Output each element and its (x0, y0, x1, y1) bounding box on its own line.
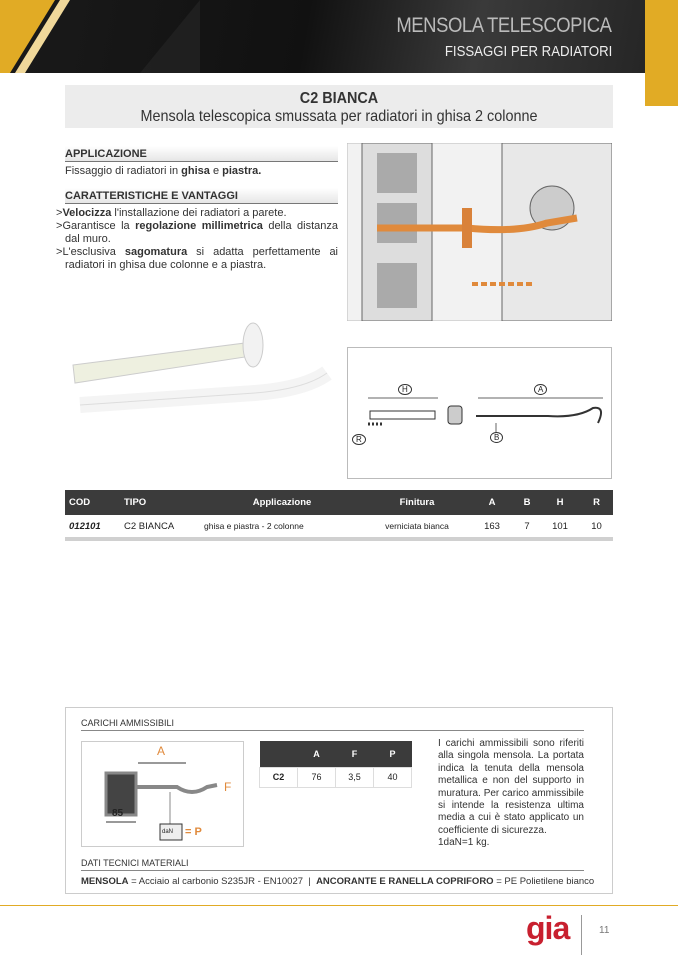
yellow-stripe-decoration (0, 0, 200, 73)
product-table (65, 490, 613, 541)
load-cell-p: 40 (374, 767, 412, 787)
cell-finitura: verniciata bianca (360, 515, 470, 539)
feature-item: >L'esclusiva sagomatura si adatta perfettamente ai radiatori in ghisa due colonne e a piastra. (56, 246, 339, 271)
fig-label-p: = P (185, 826, 202, 838)
cell-a: 163 (470, 515, 510, 539)
dim-label-h: H (398, 384, 412, 395)
fig-label-f: F (224, 780, 232, 794)
text: l'installazione dei radiatori a parete. (111, 207, 287, 219)
load-table (259, 741, 412, 788)
yellow-tab-decoration (645, 0, 678, 106)
load-header-row (260, 741, 412, 767)
page-number: 11 (599, 925, 610, 936)
load-cell-model: C2 (260, 767, 298, 787)
text-bold: Velocizza (62, 207, 112, 219)
note-text: I carichi ammissibili sono riferiti alla singola mensola. La portata indica la tenuta della mensola metallica e non del supporto in muratura. Per carico ammissibile si intende la resistenza ultima media a cui è stato applicato un coefficiente di sicurezza. (438, 738, 584, 836)
text-bold: regolazione millimetrica (135, 220, 263, 232)
text-bold: ghisa (181, 165, 210, 177)
fig-label-dan: daN (162, 829, 174, 835)
col-b: B (510, 490, 540, 515)
caratteristiche-heading: CARATTERISTICHE E VANTAGGI (65, 188, 338, 204)
fig-label-85: 85 (112, 808, 124, 819)
text: = Acciaio al carbonio S235JR - EN10027 | (128, 876, 317, 887)
section-subtitle: FISSAGGI PER RADIATORI (444, 43, 612, 60)
text: = PE Polietilene bianco (493, 876, 595, 887)
dimensions-diagram (347, 347, 612, 479)
carichi-heading: CARICHI AMMISSIBILI (81, 718, 584, 731)
carichi-note (438, 738, 584, 850)
applicazione-text (65, 165, 261, 178)
feature-item: >Garantisce la regolazione millimetrica della distanza dal muro. (56, 220, 338, 245)
dimension-drawing (348, 348, 611, 478)
product-title-box (65, 85, 613, 128)
features-list (56, 207, 338, 272)
load-col-blank (260, 741, 298, 767)
product-photo (65, 305, 337, 423)
text: si adatta perfettamente ai radiatori in ghisa due colonne e a piastra. (65, 246, 339, 271)
note-unit: 1daN=1 kg. (438, 837, 490, 849)
cell-h: 101 (540, 515, 576, 539)
page-header (0, 0, 678, 73)
dim-label-a: A (534, 384, 547, 395)
cell-tipo: C2 BIANCA (120, 515, 200, 539)
cell-applicazione: ghisa e piastra - 2 colonne (200, 515, 360, 539)
col-cod: COD (65, 490, 120, 515)
text: della distanza dal muro. (65, 220, 338, 245)
load-col-a: A (298, 741, 336, 767)
text-bold: piastra. (222, 165, 262, 177)
load-row (260, 767, 412, 787)
text: Garantisce la (62, 220, 136, 232)
gia-logo: gia (526, 910, 570, 946)
text-bold: MENSOLA (81, 876, 129, 887)
col-r: R (576, 490, 613, 515)
load-col-p: P (374, 741, 412, 767)
col-a: A (470, 490, 510, 515)
text-bold: sagomatura (124, 246, 188, 258)
cell-b: 7 (510, 515, 540, 539)
applicazione-heading: APPLICAZIONE (65, 146, 338, 162)
feature-item: >Velocizza l'installazione dei radiatori a parete. (56, 207, 287, 219)
col-finitura: Finitura (360, 490, 470, 515)
cell-r: 10 (576, 515, 613, 539)
table-header-row (65, 490, 613, 515)
radiator-installation-image (347, 143, 612, 321)
text: Fissaggio di radiatori in (65, 165, 182, 177)
section-title: MENSOLA TELESCOPICA (396, 14, 612, 37)
materiali-heading: DATI TECNICI MATERIALI (81, 858, 584, 871)
load-col-f: F (336, 741, 374, 767)
product-code-name: C2 BIANCA (299, 90, 379, 107)
table-row (65, 515, 613, 539)
text: L'esclusiva (62, 246, 125, 258)
cell-cod: 012101 (65, 515, 120, 539)
col-tipo: TIPO (120, 490, 200, 515)
dim-label-r: R (352, 434, 366, 445)
footer-divider (581, 915, 582, 955)
footer-line (0, 905, 678, 906)
col-h: H (540, 490, 576, 515)
load-cell-a: 76 (298, 767, 336, 787)
fig-label-a: A (157, 744, 166, 758)
text: e (209, 165, 223, 177)
load-figure (81, 741, 244, 847)
col-applicazione: Applicazione (200, 490, 360, 515)
text-bold: ANCORANTE E RANELLA COPRIFORO (316, 876, 494, 887)
load-cell-f: 3,5 (336, 767, 374, 787)
materiali-text (81, 876, 594, 887)
dim-label-b: B (490, 432, 503, 443)
product-description: Mensola telescopica smussata per radiatori in ghisa 2 colonne (140, 108, 538, 125)
